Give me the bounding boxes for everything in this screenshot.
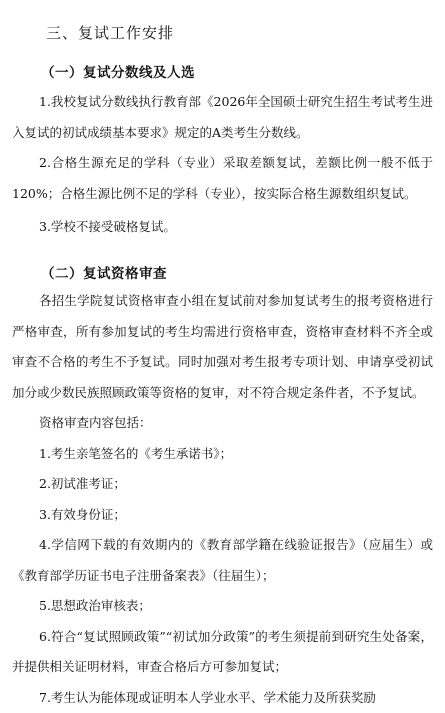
subsection-2-body <box>12 286 433 713</box>
subsection-heading-1: （一）复试分数线及人选 <box>41 61 195 81</box>
list-item: 6.符合“复试照顾政策”“初试加分政策”的考生须提前到研究生处备案，并提供相关证明材料，审查合格后方可参加复试； <box>12 622 433 683</box>
section-title: 三、复试工作安排 <box>46 22 174 43</box>
list-item: 2.初试准考证； <box>12 469 433 500</box>
list-item: 3.有效身份证； <box>12 500 433 531</box>
paragraph: 3.学校不接受破格复试。 <box>12 212 433 243</box>
subsection-1-body <box>12 87 433 243</box>
list-item: 1.考生亲笔签名的《考生承诺书》； <box>12 439 433 470</box>
paragraph: 1.我校复试分数线执行教育部《2026年全国硕士研究生招生考试考生进入复试的初试成绩基本要求》规定的A类考生分数线。 <box>12 87 433 148</box>
list-item: 5.思想政治审核表； <box>12 591 433 622</box>
paragraph: 各招生学院复试资格审查小组在复试前对参加复试考生的报考资格进行严格审查，所有参加复试的考生均需进行资格审查，资格审查材料不齐全或审查不合格的考生不予复试。同时加强对考生报考专项计划、申请享受初试加分或少数民族照顾政策等资格的复审，对不符合规定条件者，不予复试。 <box>12 286 433 408</box>
list-item: 4.学信网下载的有效期内的《教育部学籍在线验证报告》（应届生）或《教育部学历证书电子注册备案表》（往届生）； <box>12 530 433 591</box>
paragraph: 资格审查内容包括： <box>12 408 433 439</box>
subsection-heading-2: （二）复试资格审查 <box>41 262 167 282</box>
paragraph: 2.合格生源充足的学科（专业）采取差额复试，差额比例一般不低于120%；合格生源比例不足的学科（专业），按实际合格生源数组织复试。 <box>12 148 433 209</box>
list-item: 7.考生认为能体现或证明本人学业水平、学术能力及所获奖励 <box>12 683 433 713</box>
